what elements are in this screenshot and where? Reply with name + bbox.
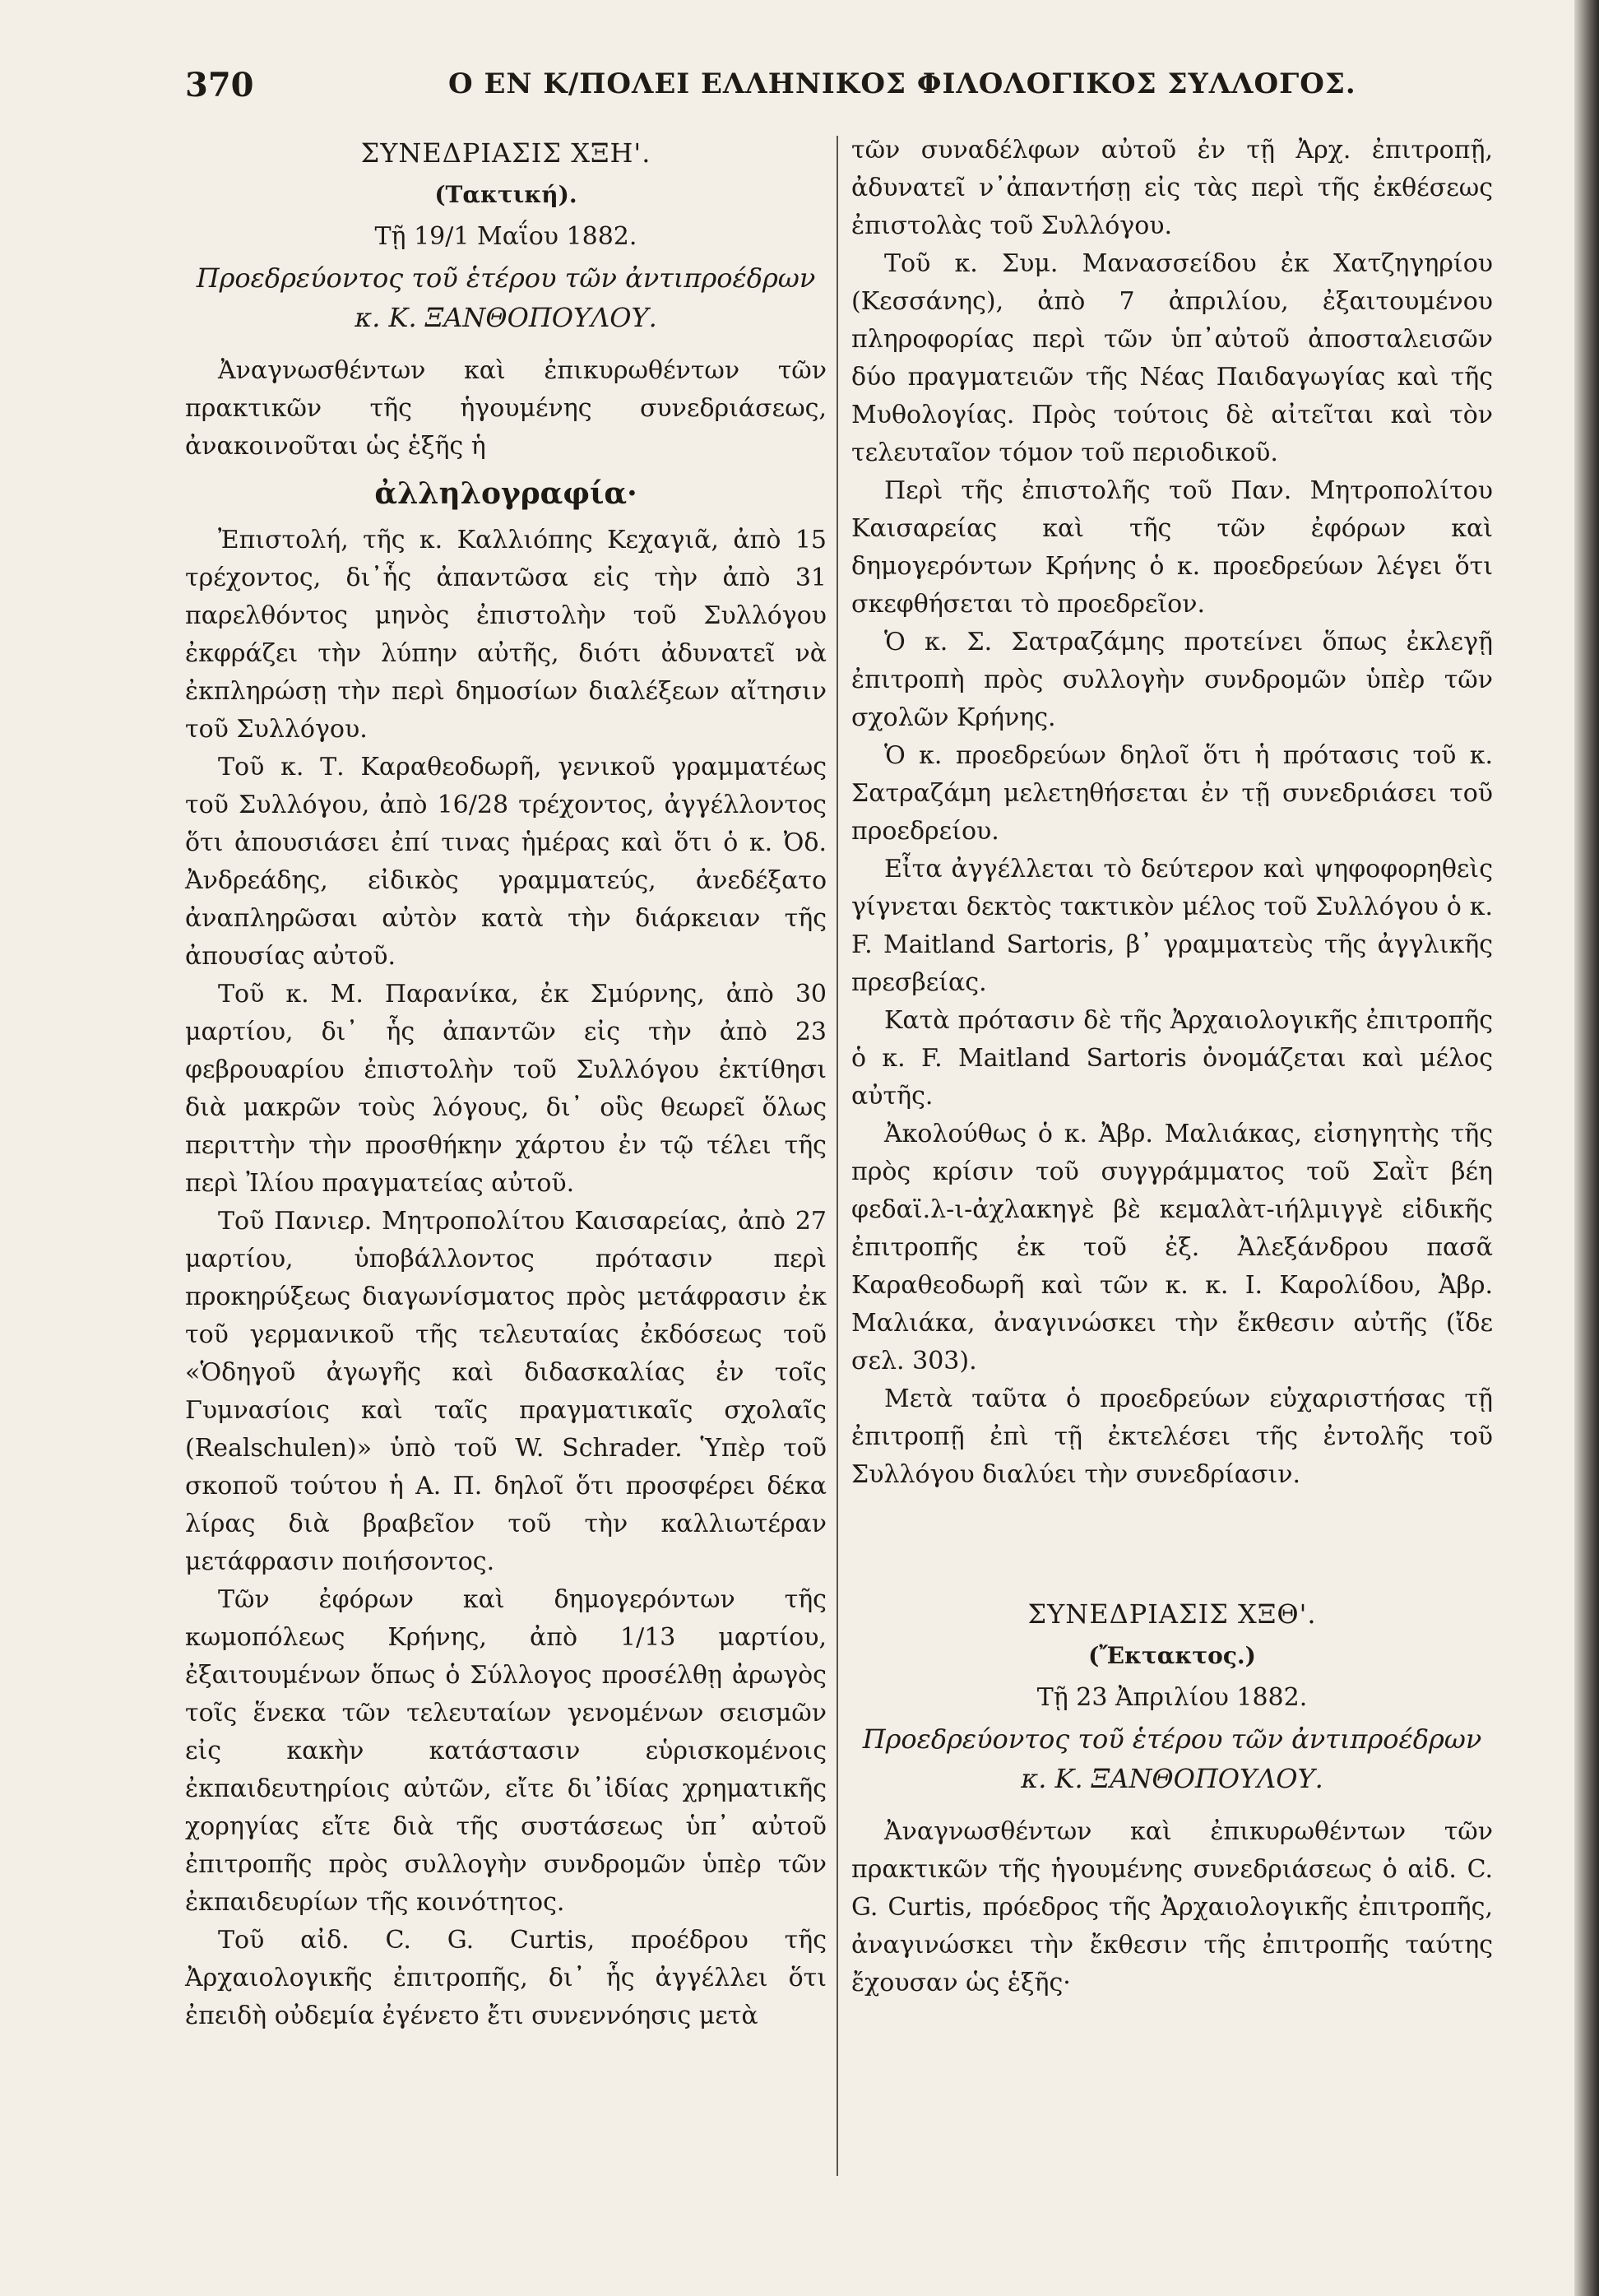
paragraph: Τοῦ Πανιερ. Μητροπολίτου Καισαρείας, ἀπὸ 27 μαρτίου, ὑποβάλλοντος πρότασιν περὶ προκηρύξεως διαγωνίσματος πρὸς μετάφρασιν ἐκ τοῦ γερμανικοῦ τῆς τελευταίας ἐκδόσεως τοῦ «Ὁδηγοῦ ἀγωγῆς καὶ διδασκαλίας ἐν τοῖς Γυμνασίοις καὶ ταῖς πραγματικαῖς σχολαῖς (Realschulen)» ὑπὸ τοῦ W. Schrader. Ὑπὲρ τοῦ σκοποῦ τούτου ἡ Α. Π. δηλοῖ ὅτι προσφέρει δέκα λίρας διὰ βραβεῖον τοῦ τὴν καλλιωτέραν μετάφρασιν ποιήσοντος. <box>185 1207 827 1576</box>
session-type: (Τακτική). <box>434 181 577 208</box>
paragraph: Κατὰ πρότασιν δὲ τῆς Ἀρχαιολογικῆς ἐπιτροπῆς ὁ κ. F. Maitland Sartoris ὀνομάζεται καὶ μέλος αὐτῆς. <box>851 1006 1493 1111</box>
session-presidency: Προεδρεύοντος τοῦ ἑτέρου τῶν ἀντιπροέδρων κ. Κ. ΞΑΝΘΟΠΟΥΛΟΥ. <box>196 262 816 333</box>
session-type: (Ἔκτακτος.) <box>1088 1642 1256 1669</box>
paragraph: Περὶ τῆς ἐπιστολῆς τοῦ Παν. Μητροπολίτου Καισαρείας καὶ τῆς τῶν ἐφόρων καὶ δημογερόντων Κρήνης ὁ κ. προεδρεύων λέγει ὅτι σκεφθήσεται τὸ προεδρεῖον. <box>851 476 1493 619</box>
correspondence-title: ἀλληλογραφία· <box>374 476 637 511</box>
session-date: Τῇ 23 Ἀπριλίου 1882. <box>1036 1683 1308 1712</box>
running-title: Ο ΕΝ Κ/ΠΟΛΕΙ ΕΛΛΗΝΙΚΟΣ ΦΙΛΟΛΟΓΙΚΟΣ ΣΥΛΛΟΓΟΣ. <box>448 67 1356 100</box>
right-column <box>851 132 1493 2002</box>
column-divider <box>837 136 838 2176</box>
paragraph: Ὁ κ. Σ. Σατραζάμης προτείνει ὅπως ἐκλεγῇ ἐπιτροπὴ πρὸς συλλογὴν συνδρομῶν ὑπὲρ τῶν σχολῶν Κρήνης. <box>851 628 1493 732</box>
paragraph: Τῶν ἐφόρων καὶ δημογερόντων τῆς κωμοπόλεως Κρήνης, ἀπὸ 1/13 μαρτίου, ἐξαιτουμένων ὅπως ὁ Σύλλογος προσέλθῃ ἀρωγὸς τοῖς ἕνεκα τῶν τελευταίων γενομένων σεισμῶν εἰς κακὴν κατάστασιν εὑρισκομένοις ἐκπαιδευτηρίοις αὐτῶν, εἴτε δι᾽ἰδίας χρηματικῆς χορηγίας εἴτε διὰ τῆς συστάσεως ὑπ᾽ αὐτοῦ ἐπιτροπῆς πρὸς συλλογὴν συνδρομῶν ὑπὲρ τῶν ἐκπαιδευρίων τῆς κοινότητος. <box>185 1585 827 1917</box>
session-heading: ΣΥΝΕΔΡΙΑΣΙΣ ΧΞΗ'. <box>360 137 651 169</box>
paragraph: Τοῦ κ. Συμ. Μανασσείδου ἐκ Χατζηγηρίου (Κεσσάνης), ἀπὸ 7 ἀπριλίου, ἐξαιτουμένου πληροφορίας περὶ τῶν ὑπ᾽αὐτοῦ ἀποσταλεισῶν δύο πραγματειῶν τῆς Νέας Παιδαγωγίας καὶ τῆς Μυθολογίας. Πρὸς τούτοις δὲ αἰτεῖται καὶ τὸν τελευταῖον τόμον τοῦ περιοδικοῦ. <box>851 249 1493 467</box>
paragraph: Ἀναγνωσθέντων καὶ ἐπικυρωθέντων τῶν πρακτικῶν τῆς ἡγουμένης συνεδριάσεως, ἀνακοινοῦται ὡς ἑξῆς ἡ <box>185 356 827 461</box>
paragraph: Ὁ κ. προεδρεύων δηλοῖ ὅτι ἡ πρότασις τοῦ κ. Σατραζάμη μελετηθήσεται ἐν τῇ συνεδριάσει τοῦ προεδρείου. <box>851 741 1493 846</box>
paragraph: Ἐπιστολή, τῆς κ. Καλλιόπης Κεχαγιᾶ, ἀπὸ 15 τρέχοντος, δι᾽ἧς ἀπαντῶσα εἰς τὴν ἀπὸ 31 παρελθόντος μηνὸς ἐπιστολὴν τοῦ Συλλόγου ἐκφράζει τὴν λύπην αὐτῆς, διότι ἀδυνατεῖ νὰ ἐκπληρώσῃ τὴν περὶ δημοσίων διαλέξεων αἴτησιν τοῦ Συλλόγου. <box>185 526 827 744</box>
scan-edge <box>1574 0 1599 2296</box>
paragraph: Τοῦ κ. Τ. Καραθεοδωρῆ, γενικοῦ γραμματέως τοῦ Συλλόγου, ἀπὸ 16/28 τρέχοντος, ἀγγέλλοντος ὅτι ἀπουσιάσει ἐπί τινας ἡμέρας καὶ ὅτι ὁ κ. Ὀδ. Ἀνδρεάδης, εἰδικὸς γραμματεύς, ἀνεδέξατο ἀναπληρῶσαι αὐτὸν κατὰ τὴν διάρκειαν τῆς ἀπουσίας αὐτοῦ. <box>185 753 827 971</box>
left-column <box>185 132 827 2035</box>
paragraph: Τοῦ αἰδ. C. G. Curtis, προέδρου τῆς Ἀρχαιολογικῆς ἐπιτροπῆς, δι᾽ ἧς ἀγγέλλει ὅτι ἐπειδὴ οὐδεμία ἐγένετο ἔτι συνεννόησις μετὰ <box>185 1926 827 2030</box>
session-date: Τῇ 19/1 Μαΐου 1882. <box>374 222 637 251</box>
page-number: 370 <box>185 66 254 104</box>
session-presidency: Προεδρεύοντος τοῦ ἑτέρου τῶν ἀντιπροέδρων κ. Κ. ΞΑΝΘΟΠΟΥΛΟΥ. <box>862 1723 1482 1794</box>
paragraph: Ἀναγνωσθέντων καὶ ἐπικυρωθέντων τῶν πρακτικῶν τῆς ἡγουμένης συνεδριάσεως ὁ αἰδ. C. G. Curtis, πρόεδρος τῆς Ἀρχαιολογικῆς ἐπιτροπῆς, ἀναγινώσκει τὴν ἔκθεσιν τῆς ἐπιτροπῆς ταύτης ἔχουσαν ὡς ἑξῆς· <box>851 1817 1493 1997</box>
paragraph: Ἀκολούθως ὁ κ. Ἀβρ. Μαλιάκας, εἰσηγητὴς τῆς πρὸς κρίσιν τοῦ συγγράμματος τοῦ Σαῒτ βέη φεδαϊ.λ-ι-ἀχλακηγὲ βὲ κεμαλὰτ-ιήλμιγγὲ εἰδικῆς ἐπιτροπῆς ἐκ τοῦ ἐξ. Ἀλεξάνδρου πασᾶ Καραθεοδωρῆ καὶ τῶν κ. κ. Ι. Καρολίδου, Ἀβρ. Μαλιάκα, ἀναγινώσκει τὴν ἔκθεσιν αὐτῆς (ἴδε σελ. 303). <box>851 1120 1493 1375</box>
paragraph: Μετὰ ταῦτα ὁ προεδρεύων εὐχαριστήσας τῇ ἐπιτροπῇ ἐπὶ τῇ ἐκτελέσει τῆς ἐντολῆς τοῦ Συλλόγου διαλύει τὴν συνεδρίασιν. <box>851 1385 1493 1489</box>
paragraph: τῶν συναδέλφων αὐτοῦ ἐν τῇ Ἀρχ. ἐπιτροπῇ, ἀδυνατεῖ ν᾽ἀπαντήσῃ εἰς τὰς περὶ τῆς ἐκθέσεως ἐπιστολὰς τοῦ Συλλόγου. <box>851 136 1493 240</box>
session-heading: ΣΥΝΕΔΡΙΑΣΙΣ ΧΞΘ'. <box>1027 1598 1317 1630</box>
paragraph: Εἶτα ἀγγέλλεται τὸ δεύτερον καὶ ψηφοφορηθεὶς γίγνεται δεκτὸς τακτικὸν μέλος τοῦ Συλλόγου ὁ κ. F. Maitland Sartoris, β᾽ γραμματεὺς τῆς ἀγγλικῆς πρεσβείας. <box>851 855 1493 997</box>
paragraph: Τοῦ κ. Μ. Παρανίκα, ἐκ Σμύρνης, ἀπὸ 30 μαρτίου, δι᾽ ἧς ἀπαντῶν εἰς τὴν ἀπὸ 23 φεβρουαρίου ἐπιστολὴν τοῦ Συλλόγου ἐκτίθησι διὰ μακρῶν τοὺς λόγους, δι᾽ οὓς θεωρεῖ ὅλως περιττὴν τὴν προσθήκην χάρτου ἐν τῷ τέλει τῆς περὶ Ἰλίου πραγματείας αὐτοῦ. <box>185 980 827 1198</box>
page-header <box>185 66 1356 115</box>
